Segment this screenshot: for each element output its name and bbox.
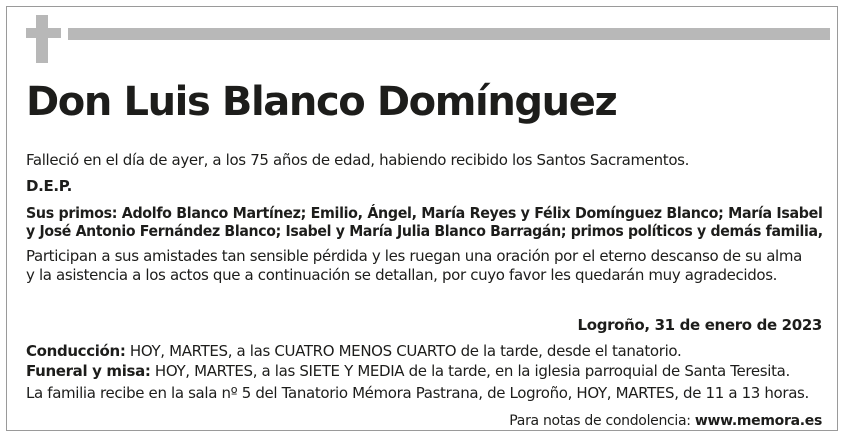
family-line-2: y José Antonio Fernández Blanco; Isabel y María Julia Blanco Barragán; primos políticos y demás familia, — [26, 222, 823, 240]
funeral-line — [26, 361, 790, 381]
conduccion-line — [26, 341, 681, 361]
condolence-link[interactable]: www.memora.es — [694, 413, 822, 429]
condolence-line — [509, 412, 822, 430]
place-date: Logroño, 31 de enero de 2023 — [577, 316, 822, 334]
family-line-1: Sus primos: Adolfo Blanco Martínez; Emilio, Ángel, María Reyes y Félix Domínguez Blanco; María Isabel — [26, 204, 823, 222]
intro-text: Falleció en el día de ayer, a los 75 años de edad, habiendo recibido los Santos Sacramentos. — [26, 151, 690, 169]
conduccion-label: Conducción: — [26, 342, 126, 360]
message-line-2: y la asistencia a los actos que a continuación se detallan, por cuyo favor les quedarán muy agradecidos. — [26, 266, 778, 284]
message-line-1: Participan a sus amistades tan sensible pérdida y les ruegan una oración por el eterno descanso de su alma — [26, 247, 802, 265]
header-rule — [68, 28, 830, 40]
cross-icon — [36, 15, 48, 63]
cross-icon-arm — [26, 28, 61, 38]
funeral-label: Funeral y misa: — [26, 362, 151, 380]
deceased-name: Don Luis Blanco Domínguez — [26, 79, 617, 125]
dep-text: D.E.P. — [26, 177, 72, 195]
funeral-text: HOY, MARTES, a las SIETE Y MEDIA de la tarde, en la iglesia parroquial de Santa Teresita. — [150, 362, 790, 380]
condolence-label: Para notas de condolencia: — [509, 413, 695, 429]
reception-text: La familia recibe en la sala nº 5 del Tanatorio Mémora Pastrana, de Logroño, HOY, MARTES, de 11 a 13 horas. — [26, 384, 809, 402]
conduccion-text: HOY, MARTES, a las CUATRO MENOS CUARTO de la tarde, desde el tanatorio. — [125, 342, 682, 360]
